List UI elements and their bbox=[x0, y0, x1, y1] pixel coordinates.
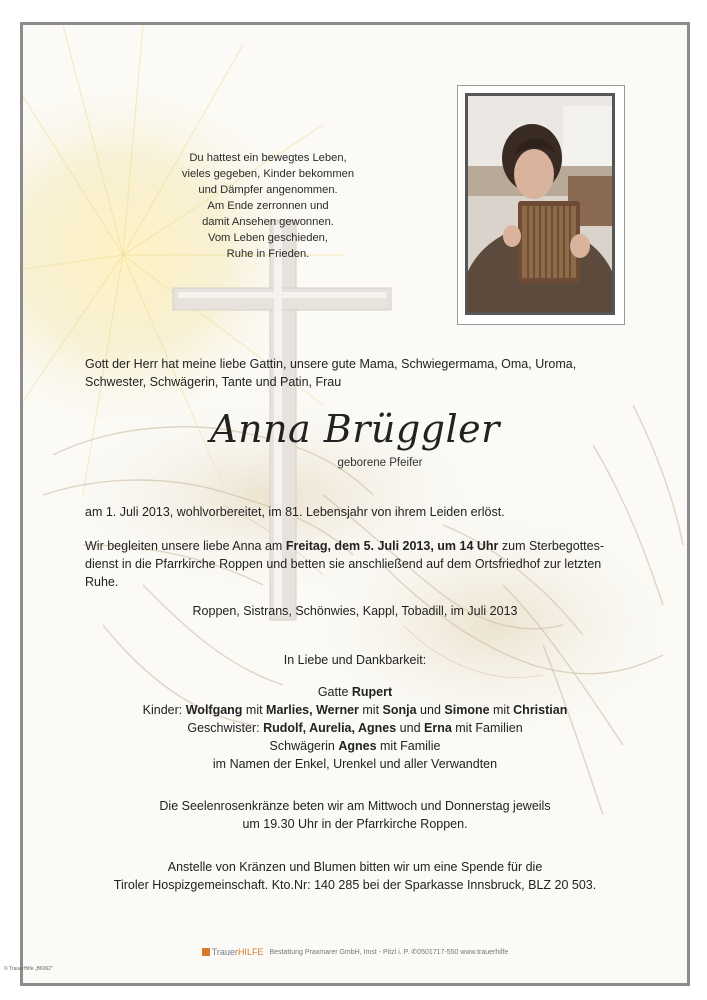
family-name: Simone bbox=[444, 703, 490, 717]
family-name: Rudolf, Aurelia, Agnes bbox=[263, 721, 397, 735]
donation-line: Tiroler Hospizgemeinschaft. Kto.Nr: 140 285 bei der Sparkasse Innsbruck, BLZ 20 503. bbox=[113, 878, 597, 892]
family-name: Wolfgang bbox=[185, 703, 243, 717]
logo-text-highlight: HILFE bbox=[237, 947, 264, 957]
text-span: mit bbox=[242, 703, 267, 717]
poem-line: Du hattest ein bewegtes Leben, bbox=[189, 152, 347, 164]
obituary-page bbox=[20, 22, 690, 986]
family-name: Sonja bbox=[382, 703, 417, 717]
death-notice: am 1. Juli 2013, wohlvorbereitet, im 81. Lebensjahr von ihrem Leiden erlöst. bbox=[85, 505, 505, 519]
family-line-gatte bbox=[23, 683, 687, 701]
portrait-frame bbox=[457, 85, 625, 325]
text-span: mit Familie bbox=[376, 739, 441, 753]
family-list bbox=[23, 683, 687, 773]
family-name: Agnes bbox=[338, 739, 377, 753]
poem-line: Am Ende zerronnen und bbox=[207, 200, 329, 212]
funeral-line: dienst in die Pfarrkirche Roppen und betten sie anschließend auf dem Ortsfriedhof zur letzten bbox=[85, 557, 602, 571]
poem bbox=[133, 150, 403, 262]
text-span: und bbox=[416, 703, 445, 717]
family-name: Erna bbox=[424, 721, 452, 735]
love-line: In Liebe und Dankbarkeit: bbox=[283, 653, 427, 667]
portrait-image bbox=[468, 96, 612, 312]
family-name: Rupert bbox=[351, 685, 393, 699]
portrait-photo bbox=[465, 93, 615, 315]
rosary-notice bbox=[23, 797, 687, 833]
corner-note: © TrauerHilfe „B6062" bbox=[4, 966, 53, 972]
poem-line: und Dämpfer angenommen. bbox=[198, 184, 338, 196]
poem-line: Ruhe in Frieden. bbox=[226, 248, 310, 260]
funeral-line: Ruhe. bbox=[85, 575, 119, 589]
maiden-name: geborene Pfeifer bbox=[337, 457, 423, 469]
footer-info: Bestattung Praxmarer GmbH, Imst - Pitzl i. P. ✆0501717-550 www.trauerhilfe bbox=[269, 948, 509, 956]
logo-text: Trauer bbox=[211, 947, 238, 957]
places-date: Roppen, Sistrans, Schönwies, Kappl, Tobadill, im Juli 2013 bbox=[192, 604, 518, 618]
intro-line: Schwester, Schwägerin, Tante und Patin, Frau bbox=[85, 375, 342, 389]
poem-line: damit Ansehen gewonnen. bbox=[202, 216, 334, 228]
family-line-kinder bbox=[23, 701, 687, 719]
text-span: Gatte bbox=[317, 685, 352, 699]
rosary-line: um 19.30 Uhr in der Pfarrkirche Roppen. bbox=[242, 817, 468, 831]
funeral-line bbox=[85, 537, 665, 555]
family-line-schwaegerin bbox=[23, 737, 687, 755]
donation-line: Anstelle von Kränzen und Blumen bitten wir um eine Spende für die bbox=[167, 860, 543, 874]
funeral-notice bbox=[85, 537, 665, 591]
deceased-name: Anna Brüggler bbox=[210, 407, 500, 451]
text-span: zum Sterbegottes- bbox=[498, 539, 605, 553]
text-span: mit bbox=[489, 703, 514, 717]
family-line-enkel: im Namen der Enkel, Urenkel und aller Verwandten bbox=[212, 757, 498, 771]
text-span: Wir begleiten unsere liebe Anna am bbox=[85, 539, 286, 553]
trauerhilfe-logo-icon bbox=[202, 948, 210, 956]
text-span: mit Familien bbox=[451, 721, 523, 735]
text-span: und bbox=[396, 721, 424, 735]
text-span: Schwägerin bbox=[269, 739, 339, 753]
family-line-geschwister bbox=[23, 719, 687, 737]
footer-logo bbox=[212, 947, 264, 957]
donation-notice bbox=[23, 858, 687, 894]
text-span: Geschwister: bbox=[187, 721, 264, 735]
intro-text bbox=[85, 355, 645, 391]
text-span: mit bbox=[358, 703, 383, 717]
text-span: Kinder: bbox=[142, 703, 186, 717]
funeral-date: Freitag, dem 5. Juli 2013, um 14 Uhr bbox=[285, 539, 499, 553]
footer bbox=[23, 947, 687, 957]
intro-line: Gott der Herr hat meine liebe Gattin, unsere gute Mama, Schwiegermama, Oma, Uroma, bbox=[85, 357, 577, 371]
poem-line: Vom Leben geschieden, bbox=[207, 232, 329, 244]
rosary-line: Die Seelenrosenkränze beten wir am Mittwoch und Donnerstag jeweils bbox=[159, 799, 551, 813]
family-name: Christian bbox=[513, 703, 568, 717]
poem-line: vieles gegeben, Kinder bekommen bbox=[181, 168, 355, 180]
family-name: Marlies, Werner bbox=[266, 703, 359, 717]
